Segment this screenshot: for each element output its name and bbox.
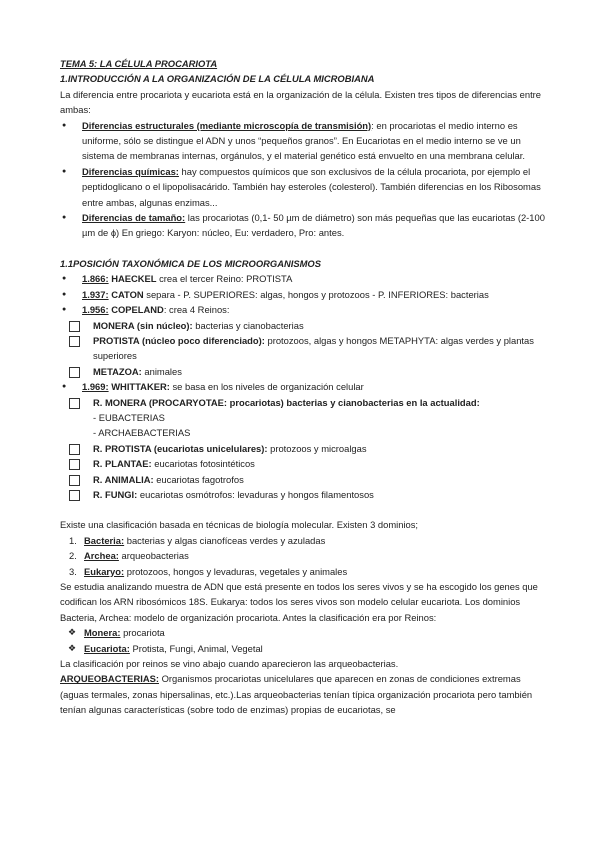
list-item: 3. Eukaryo: protozoos, hongos y levaduras, vegetales y animales [69, 565, 348, 577]
monera-sub-item: - EUBACTERIAS [93, 411, 165, 423]
checklist-item: R. FUNGI: eucariotas osmótrofos: levaduras y hongos filamentosos [68, 487, 548, 502]
document-title: TEMA 5: LA CÉLULA PROCARIOTA [60, 58, 218, 69]
list-item: ❖ Monera: procariota [60, 625, 548, 640]
differences-list [60, 118, 548, 241]
list-item: ● 1.969: WHITTAKER: se basa en los niveles de organización celular [60, 379, 548, 394]
adn-paragraph: Se estudia analizando muestra de ADN que está presente en todos los seres vivos y se ha escogido los genes que codifican los ARN ribosómicos 18S. Eukarya: todos los seres vivos son modelo celular eucariota. Los dominios Bacteria, Archea: modelo de organización procariota. Antes la clasificación era por Reinos: [60, 581, 538, 623]
checklist-item: PROTISTA (núcleo poco diferenciado): protozoos, algas y hongos METAPHYTA: algas verdes y plantas superiores [68, 333, 548, 364]
checkbox-icon [69, 444, 80, 455]
checklist-item: R. MONERA (PROCARYOTAE: procariotas) bacterias y cianobacterias en la actualidad: [68, 395, 548, 410]
list-item: ● 1.866: HAECKEL crea el tercer Reino: PROTISTA [60, 271, 548, 286]
list-item: ● Diferencias estructurales (mediante microscopía de transmisión): en procariotas el medio interno es uniforme, sólo se distingue el ADN y unos “pequeños granos”. En Eucariotas en el medio interno se ve un sistema de membranas internas, orgánulos, y el material genético está envuelto en una membrana celular. [60, 118, 548, 164]
diamond-bullet-icon: ❖ [68, 627, 77, 638]
whittaker-list [60, 379, 548, 394]
list-item: ● 1.956: COPELAND: crea 4 Reinos: [60, 302, 548, 317]
whittaker-checklist [60, 395, 548, 503]
arqueobacterias-paragraph: ARQUEOBACTERIAS: Organismos procariotas unicelulares que aparecen en zonas de condiciones extremas (aguas termales, zonas hipersalinas, etc.).Las arqueobacterias tenían típica organización procariota pero también tenían algunas características (sobre todo de enzimas) propias de eucariotas, se [60, 673, 533, 716]
checkbox-icon [69, 490, 80, 501]
domains-list [60, 533, 548, 579]
monera-sub-item: - ARCHAEBACTERIAS [93, 427, 191, 439]
domains-intro: Existe una clasificación basada en técnicas de biología molecular. Existen 3 dominios; [60, 519, 419, 531]
list-item: ● Diferencias de tamaño: las procariotas (0,1- 50 µm de diámetro) son más pequeñas que las eucariotas (2-100 µm de ɸ) En griego: Karyon: núcleo, Eu: verdadero, Pro: antes. [60, 210, 548, 241]
diamond-bullet-icon: ❖ [68, 642, 77, 653]
intro-paragraph: La diferencia entre procariota y eucariota está en la organización de la célula. Existen tres tipos de diferencias entre ambas: [60, 88, 542, 116]
checkbox-icon [69, 336, 80, 347]
checklist-item: R. PLANTAE: eucariotas fotosintéticos [68, 456, 548, 471]
list-item: ● 1.937: CATON separa - P. SUPERIORES: algas, hongos y protozoos - P. INFERIORES: bacterias [60, 287, 548, 302]
checkbox-icon [69, 321, 80, 332]
section-heading-introduccion: 1.INTRODUCCIÓN A LA ORGANIZACIÓN DE LA CÉLULA MICROBIANA [60, 73, 375, 85]
document-content [60, 56, 548, 718]
checklist-item: R. PROTISTA (eucariotas unicelulares): protozoos y microalgas [68, 441, 548, 456]
taxonomy-list [60, 271, 548, 317]
checkbox-icon [69, 459, 80, 470]
checklist-item: MONERA (sin núcleo): bacterias y cianobacterias [68, 318, 548, 333]
checklist-item: METAZOA: animales [68, 364, 548, 379]
checkbox-icon [69, 398, 80, 409]
list-item: ● Diferencias químicas: hay compuestos químicos que son exclusivos de la célula procariota, por ejemplo el peptidoglicano o el lipopolisacárido. También hay esteroles (colesterol). También diferencias en los Ribosomas entre ambas, algunas enzimas... [60, 164, 548, 210]
checkbox-icon [69, 367, 80, 378]
list-item: 2. Archea: arqueobacterias [69, 550, 189, 562]
checklist-item: R. ANIMALIA: eucariotas fagotrofos [68, 472, 548, 487]
reinos-after-paragraph: La clasificación por reinos se vino abajo cuando aparecieron las arqueobacterias. [60, 658, 399, 670]
copeland-checklist [60, 318, 548, 380]
checkbox-icon [69, 475, 80, 486]
reinos-list [60, 625, 548, 656]
list-item: 1. Bacteria: bacterias y algas cianofíceas verdes y azuladas [69, 534, 326, 546]
section-heading-posicion: 1.1POSICIÓN TAXONÓMICA DE LOS MICROORGANISMOS [60, 257, 321, 269]
list-item: ❖ Eucariota: Protista, Fungi, Animal, Vegetal [60, 641, 548, 656]
